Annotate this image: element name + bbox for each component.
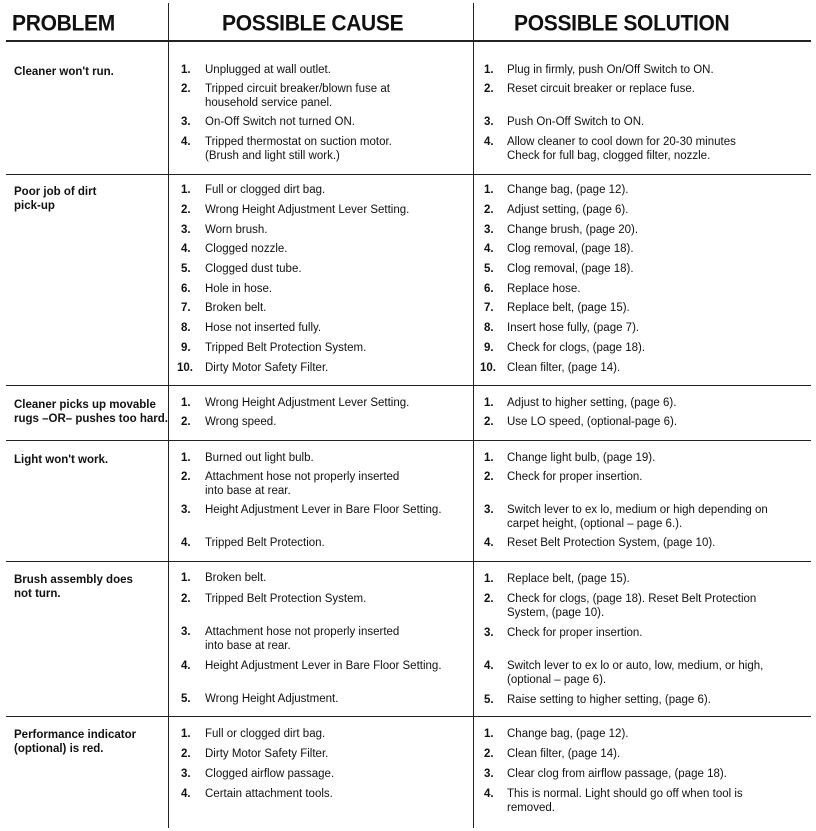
solution-number: 8. [484, 322, 494, 334]
column-divider [473, 3, 474, 828]
solution-number: 6. [484, 283, 494, 295]
solution-number: 9. [484, 342, 494, 354]
solution-number: 7. [484, 302, 494, 314]
column-divider [168, 3, 169, 828]
cause-number: 4. [181, 788, 191, 800]
cause-text: Attachment hose not properly inserted into base at rear. [205, 626, 400, 652]
solution-number: 2. [484, 593, 494, 605]
problem-label: Cleaner won't run. [14, 66, 114, 78]
cause-text: Full or clogged dirt bag. [205, 728, 326, 740]
solution-text: Push On-Off Switch to ON. [507, 116, 645, 128]
solution-number: 2. [484, 471, 494, 483]
cause-text: Clogged dust tube. [205, 263, 302, 275]
solution-number: 4. [484, 243, 494, 255]
cause-number: 2. [181, 83, 191, 95]
solution-text: Reset circuit breaker or replace fuse. [507, 83, 695, 95]
solution-number: 4. [484, 788, 494, 800]
cause-number: 4. [181, 660, 191, 672]
solution-text: Reset Belt Protection System, (page 10). [507, 537, 716, 549]
cause-number: 1. [181, 184, 191, 196]
solution-text: Check for proper insertion. [507, 471, 643, 483]
solution-text: Change brush, (page 20). [507, 224, 639, 236]
solution-text: Replace belt, (page 15). [507, 573, 630, 585]
cause-text: Tripped circuit breaker/blown fuse at household service panel. [205, 83, 390, 109]
solution-text: This is normal. Light should go off when tool is removed. [507, 788, 743, 814]
cause-number: 5. [181, 693, 191, 705]
cause-text: Tripped Belt Protection. [205, 537, 325, 549]
cause-number: 7. [181, 302, 191, 314]
solution-number: 2. [484, 748, 494, 760]
cause-number: 3. [181, 224, 191, 236]
cause-number: 1. [181, 572, 191, 584]
solution-text: Replace hose. [507, 283, 581, 295]
section-rule [6, 440, 811, 441]
solution-number: 5. [484, 263, 494, 275]
solution-text: Change bag, (page 12). [507, 184, 629, 196]
section-rule [6, 561, 811, 562]
solution-text: Insert hose fully, (page 7). [507, 322, 640, 334]
cause-text: Certain attachment tools. [205, 788, 333, 800]
cause-text: Burned out light bulb. [205, 452, 314, 464]
solution-number: 1. [484, 397, 494, 409]
cause-text: Tripped thermostat on suction motor. (Brush and light still work.) [205, 136, 392, 162]
cause-text: Tripped Belt Protection System. [205, 342, 367, 354]
problem-label: Cleaner picks up movable rugs –OR– pushes too hard. [14, 399, 168, 425]
cause-number: 1. [181, 64, 191, 76]
section-rule [6, 174, 811, 175]
cause-text: Height Adjustment Lever in Bare Floor Setting. [205, 660, 442, 672]
solution-number: 1. [484, 64, 494, 76]
solution-number: 4. [484, 136, 494, 148]
cause-number: 8. [181, 322, 191, 334]
solution-number: 5. [484, 694, 494, 706]
cause-number: 4. [181, 136, 191, 148]
solution-number: 10. [480, 362, 496, 374]
cause-number: 3. [181, 504, 191, 516]
solution-number: 3. [484, 504, 494, 516]
cause-number: 3. [181, 768, 191, 780]
solution-text: Adjust to higher setting, (page 6). [507, 397, 677, 409]
solution-text: Clear clog from airflow passage, (page 18). [507, 768, 727, 780]
solution-text: Raise setting to higher setting, (page 6). [507, 694, 711, 706]
cause-text: On-Off Switch not turned ON. [205, 116, 355, 128]
solution-text: Clog removal, (page 18). [507, 263, 634, 275]
cause-number: 1. [181, 452, 191, 464]
solution-number: 3. [484, 224, 494, 236]
section-rule [6, 716, 811, 717]
cause-text: Attachment hose not properly inserted into base at rear. [205, 471, 400, 497]
solution-text: Switch lever to ex lo or auto, low, medium, or high, (optional – page 6). [507, 660, 764, 686]
cause-number: 10. [177, 362, 193, 374]
solution-text: Change bag, (page 12). [507, 728, 629, 740]
problem-label: Light won't work. [14, 454, 109, 466]
cause-header: POSSIBLE CAUSE [222, 12, 404, 36]
cause-number: 2. [181, 471, 191, 483]
cause-number: 1. [181, 397, 191, 409]
solution-number: 2. [484, 416, 494, 428]
problem-header: PROBLEM [12, 12, 115, 36]
solution-number: 4. [484, 537, 494, 549]
cause-number: 5. [181, 263, 191, 275]
solution-text: Check for clogs, (page 18). [507, 342, 646, 354]
solution-text: Change light bulb, (page 19). [507, 452, 656, 464]
problem-label: Brush assembly does not turn. [14, 574, 133, 600]
solution-number: 1. [484, 728, 494, 740]
cause-text: Wrong Height Adjustment Lever Setting. [205, 397, 410, 409]
solution-header: POSSIBLE SOLUTION [514, 12, 730, 36]
solution-number: 2. [484, 83, 494, 95]
solution-number: 1. [484, 452, 494, 464]
cause-number: 2. [181, 416, 191, 428]
solution-text: Replace belt, (page 15). [507, 302, 630, 314]
cause-text: Hole in hose. [205, 283, 273, 295]
section-rule [6, 385, 811, 386]
solution-text: Use LO speed, (optional-page 6). [507, 416, 678, 428]
solution-text: Clog removal, (page 18). [507, 243, 634, 255]
cause-text: Dirty Motor Safety Filter. [205, 748, 329, 760]
cause-number: 2. [181, 748, 191, 760]
cause-number: 2. [181, 204, 191, 216]
cause-text: Broken belt. [205, 572, 267, 584]
solution-text: Plug in firmly, push On/Off Switch to ON. [507, 64, 714, 76]
cause-number: 1. [181, 728, 191, 740]
solution-number: 3. [484, 627, 494, 639]
cause-number: 4. [181, 537, 191, 549]
solution-number: 1. [484, 573, 494, 585]
cause-text: Clogged nozzle. [205, 243, 288, 255]
cause-text: Unplugged at wall outlet. [205, 64, 331, 76]
solution-text: Check for proper insertion. [507, 627, 643, 639]
solution-text: Clean filter, (page 14). [507, 362, 621, 374]
problem-label: Poor job of dirt pick-up [14, 186, 97, 212]
cause-text: Hose not inserted fully. [205, 322, 322, 334]
cause-number: 3. [181, 116, 191, 128]
solution-number: 3. [484, 116, 494, 128]
solution-number: 2. [484, 204, 494, 216]
solution-text: Clean filter, (page 14). [507, 748, 621, 760]
cause-text: Broken belt. [205, 302, 267, 314]
cause-number: 9. [181, 342, 191, 354]
solution-number: 4. [484, 660, 494, 672]
cause-text: Wrong Height Adjustment Lever Setting. [205, 204, 410, 216]
solution-text: Check for clogs, (page 18). Reset Belt Protection System, (page 10). [507, 593, 757, 619]
solution-number: 1. [484, 184, 494, 196]
cause-text: Wrong speed. [205, 416, 277, 428]
cause-text: Clogged airflow passage. [205, 768, 335, 780]
cause-text: Wrong Height Adjustment. [205, 693, 339, 705]
solution-text: Adjust setting, (page 6). [507, 204, 629, 216]
cause-text: Height Adjustment Lever in Bare Floor Setting. [205, 504, 442, 516]
cause-text: Tripped Belt Protection System. [205, 593, 367, 605]
cause-number: 4. [181, 243, 191, 255]
problem-label: Performance indicator (optional) is red. [14, 729, 137, 755]
header-rule [6, 40, 811, 42]
solution-text: Allow cleaner to cool down for 20-30 minutes Check for full bag, clogged filter, nozzle. [507, 136, 736, 162]
cause-text: Dirty Motor Safety Filter. [205, 362, 329, 374]
solution-number: 3. [484, 768, 494, 780]
cause-text: Worn brush. [205, 224, 268, 236]
cause-number: 3. [181, 626, 191, 638]
cause-text: Full or clogged dirt bag. [205, 184, 326, 196]
cause-number: 2. [181, 593, 191, 605]
solution-text: Switch lever to ex lo, medium or high depending on carpet height, (optional – page 6.). [507, 504, 768, 530]
cause-number: 6. [181, 283, 191, 295]
